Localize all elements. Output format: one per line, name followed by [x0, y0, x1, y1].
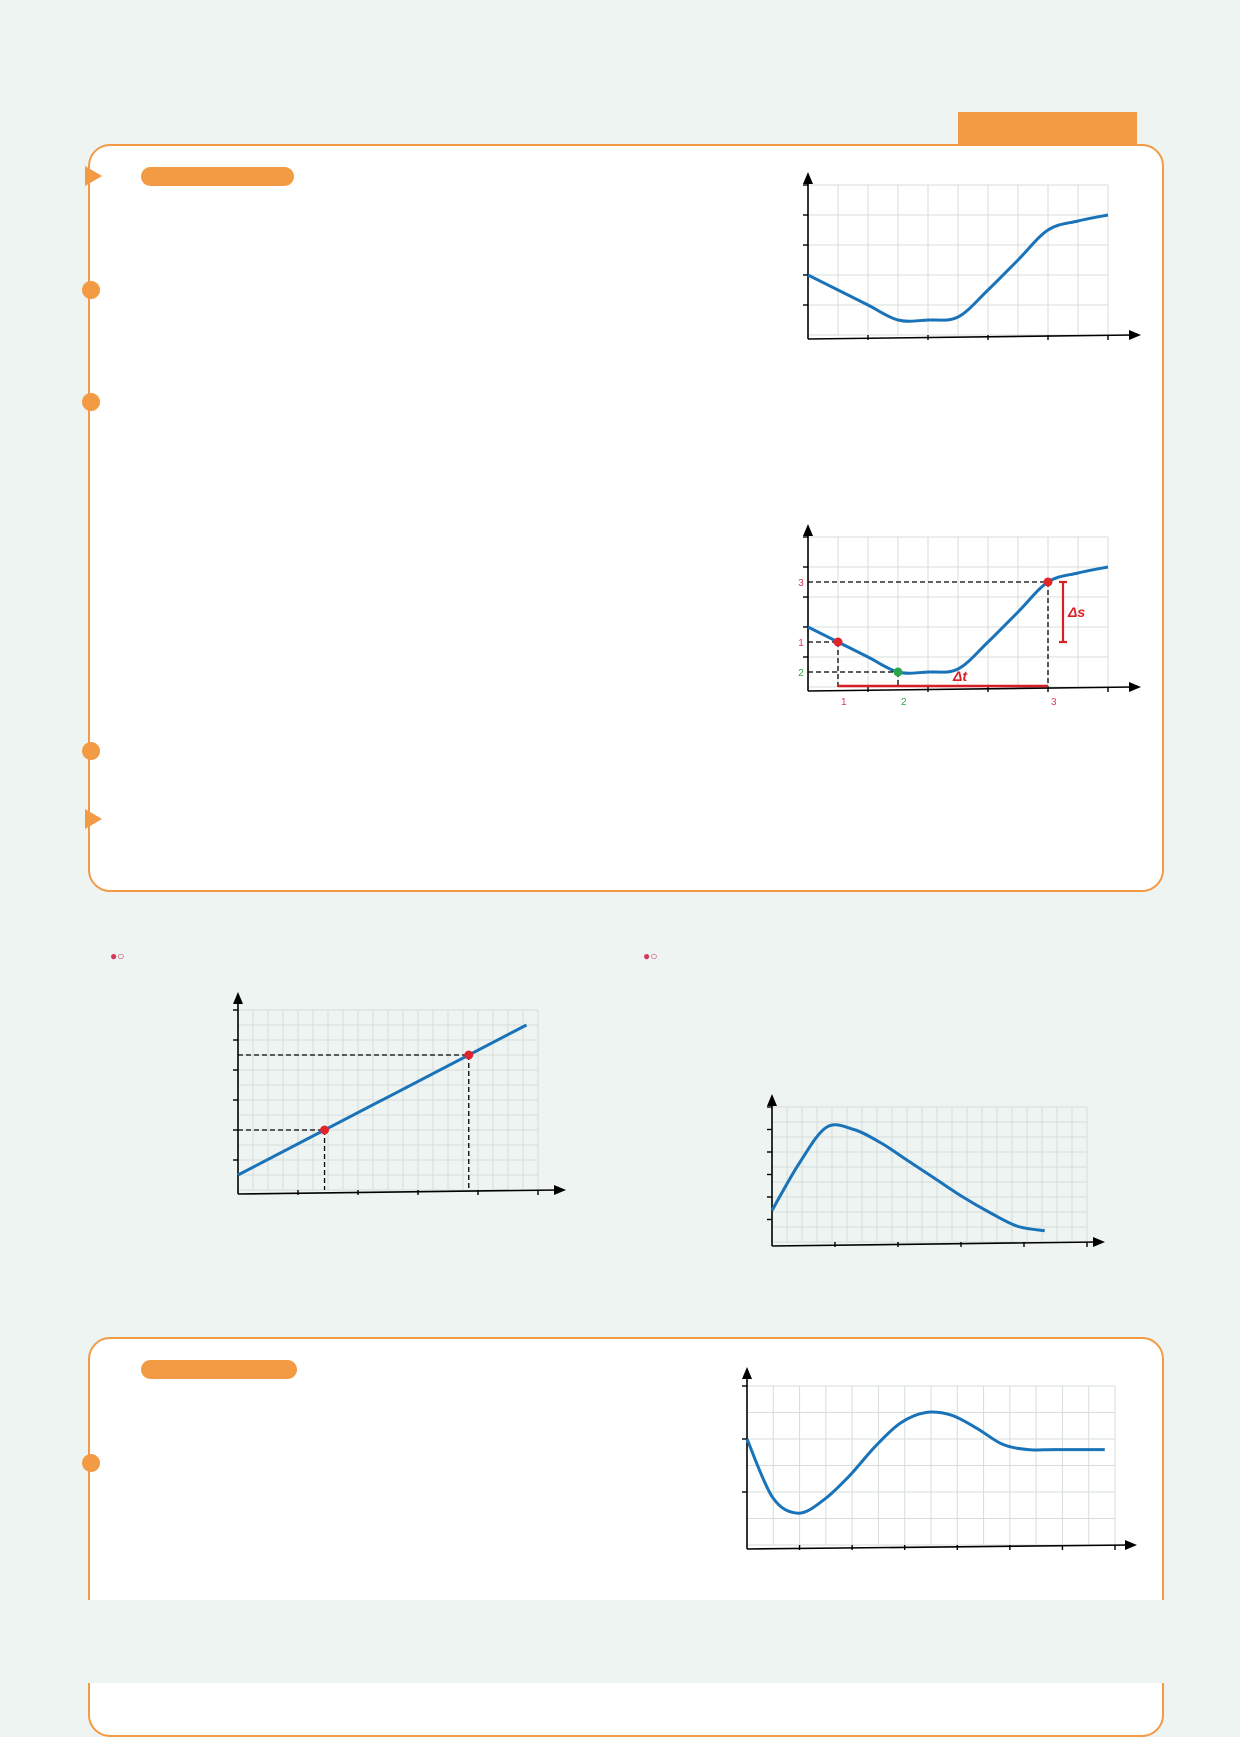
filled-and-hollow-dot-icon: ●○ — [110, 949, 125, 963]
circle-bullet-icon — [82, 281, 100, 299]
delta-s-label: Δs — [1068, 604, 1086, 620]
circle-bullet-icon — [82, 742, 100, 760]
y-axis-arrow-icon — [767, 1094, 777, 1106]
delta-t-label: Δt — [953, 668, 968, 684]
page-bottom-band — [0, 1600, 1240, 1683]
x-tick-label: 1 — [841, 697, 847, 708]
y-tick-label: 2 — [798, 668, 804, 679]
triangle-arrow-icon — [85, 809, 102, 829]
x-tick-label: 2 — [901, 697, 907, 708]
y-tick-label: 3 — [798, 578, 804, 589]
x-tick-label: 3 — [1051, 697, 1057, 708]
y-axis-arrow-icon — [742, 1367, 752, 1379]
section-header-pill — [141, 1360, 297, 1379]
position-time-chart-annotated — [790, 515, 1150, 715]
data-point — [320, 1126, 329, 1135]
x-axis-arrow-icon — [554, 1185, 566, 1195]
section-header-pill — [141, 167, 294, 186]
circle-bullet-icon — [82, 393, 100, 411]
x-axis — [808, 687, 1133, 691]
y-tick-label: 1 — [798, 638, 804, 649]
y-axis-arrow-icon — [233, 992, 243, 1004]
data-point — [834, 638, 843, 647]
x-axis — [808, 335, 1133, 339]
x-axis-arrow-icon — [1125, 1540, 1137, 1550]
y-axis-arrow-icon — [803, 172, 813, 184]
x-axis-arrow-icon — [1129, 682, 1141, 692]
data-series-line — [772, 1125, 1045, 1231]
y-axis-arrow-icon — [803, 524, 813, 536]
x-axis — [747, 1545, 1129, 1549]
exercise-marker — [643, 950, 658, 962]
circle-bullet-icon — [82, 1454, 100, 1472]
data-point — [1044, 578, 1053, 587]
x-axis — [238, 1190, 558, 1194]
data-point — [894, 668, 903, 677]
data-series-line — [747, 1412, 1105, 1513]
x-axis-arrow-icon — [1093, 1237, 1105, 1247]
triangle-arrow-icon — [85, 166, 102, 186]
x-axis — [772, 1242, 1097, 1246]
position-time-chart — [790, 165, 1150, 345]
section-tab — [958, 112, 1137, 146]
data-point — [464, 1051, 473, 1060]
oscillating-curve-chart — [730, 1355, 1150, 1555]
exercise-marker — [110, 950, 125, 962]
x-axis-arrow-icon — [1129, 330, 1141, 340]
filled-and-hollow-dot-icon: ●○ — [643, 949, 658, 963]
linear-position-time-chart — [210, 985, 570, 1195]
hump-curve-chart — [755, 1090, 1115, 1250]
